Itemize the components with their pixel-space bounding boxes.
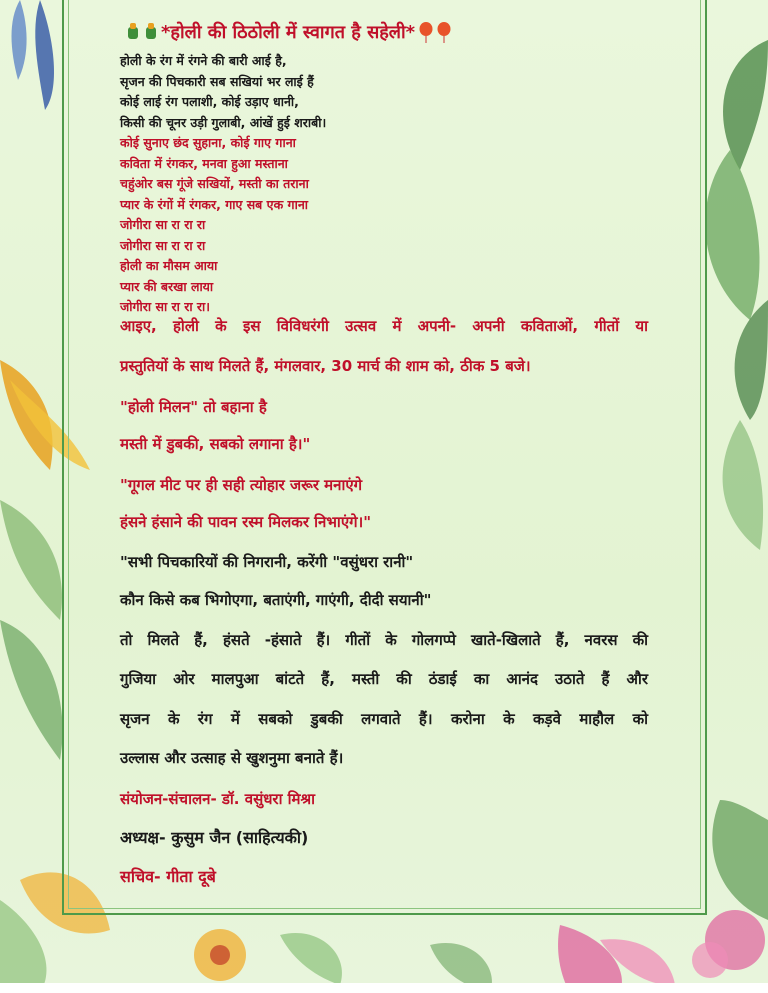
coordinator-credit: संयोजन-संचालन- डॉ. वसुंधरा मिश्रा <box>120 790 316 808</box>
closing-line: तो मिलते हैं, हंसते -हंसाते हैं। गीतों के गोलगप्पे खाते-खिलाते हैं, नवरस की <box>120 631 648 649</box>
pichkari-line: "सभी पिचकारियों की निगरानी, करेंगी "वसुंधरा रानी" <box>120 553 414 571</box>
bottom-flower-decoration <box>130 915 690 993</box>
poem-line: जोगीरा सा रा रा रा <box>120 217 206 232</box>
closing-line: सृजन के रंग में सबको डुबकी लगवाते हैं। करोना के कड़वे माहौल को <box>120 710 648 728</box>
holi-milan-line: मस्ती में डुबकी, सबको लगाना है।" <box>120 435 311 453</box>
poem-line: चहुंओर बस गूंजे सखियों, मस्ती का तराना <box>120 176 309 191</box>
poem-line: होली के रंग में रंगने की बारी आई है, <box>120 53 287 68</box>
president-credit: अध्यक्ष- कुसुम जैन (साहित्यकी) <box>120 828 309 847</box>
poem-line: कविता में रंगकर, मनवा हुआ मस्ताना <box>120 155 288 171</box>
google-meet-line: हंसने हंसाने की पावन रस्म मिलकर निभाएंगे।" <box>120 513 372 531</box>
bottom-white-band <box>0 983 768 993</box>
invite-line: आइए, होली के इस विविधरंगी उत्सव में अपनी- अपनी कविताओं, गीतों या <box>120 317 648 335</box>
poem-line: कोई लाई रंग पलाशी, कोई उड़ाए धानी, <box>120 94 299 109</box>
google-meet-line: "गूगल मीट पर ही सही त्योहार जरूर मनाएंगे <box>120 476 363 494</box>
poem-line: कोई सुनाए छंद सुहाना, कोई गाए गाना <box>120 135 296 150</box>
holi-milan-line: "होली मिलन" तो बहाना है <box>120 398 267 416</box>
poem-line: किसी की चूनर उड़ी गुलाबी, आंखें हुई शराबी। <box>120 114 327 130</box>
title-row <box>125 14 454 50</box>
poem-line: प्यार की बरखा लाया <box>120 278 214 294</box>
poem-line: जोगीरा सा रा रा रा। <box>120 299 211 314</box>
poem-block <box>120 51 640 318</box>
hands-emoji-icon <box>143 21 159 43</box>
poem-line: सृजन की पिचकारी सब सखियां भर लाई हैं <box>120 73 314 89</box>
poem-line: होली का मौसम आया <box>120 258 218 273</box>
secretary-credit: सचिव- गीता दूबे <box>120 867 216 886</box>
poem-line: प्यार के रंगों में रंगकर, गाए सब एक गाना <box>120 196 308 212</box>
closing-line: उल्लास और उत्साह से खुशनुमा बनाते हैं। <box>120 749 344 767</box>
poem-line: जोगीरा सा रा रा रा <box>120 237 206 253</box>
balloon-icon <box>436 21 452 43</box>
balloon-icon <box>418 21 434 43</box>
pichkari-line: कौन किसे कब भिगोएगा, बताएंगी, गाएंगी, दीदी सयानी" <box>120 591 432 609</box>
invite-line: प्रस्तुतियों के साथ मिलते हैं, मंगलवार, 30 मार्च की शाम को, ठीक 5 बजे। <box>120 357 531 375</box>
page-title: *होली की ठिठोली में स्वागत है सहेली* <box>161 22 416 43</box>
closing-line: गुजिया ओर मालपुआ बांटते हैं, मस्ती की ठंडाई का आनंद उठाते हैं और <box>120 670 648 688</box>
hands-emoji-icon <box>125 21 141 43</box>
